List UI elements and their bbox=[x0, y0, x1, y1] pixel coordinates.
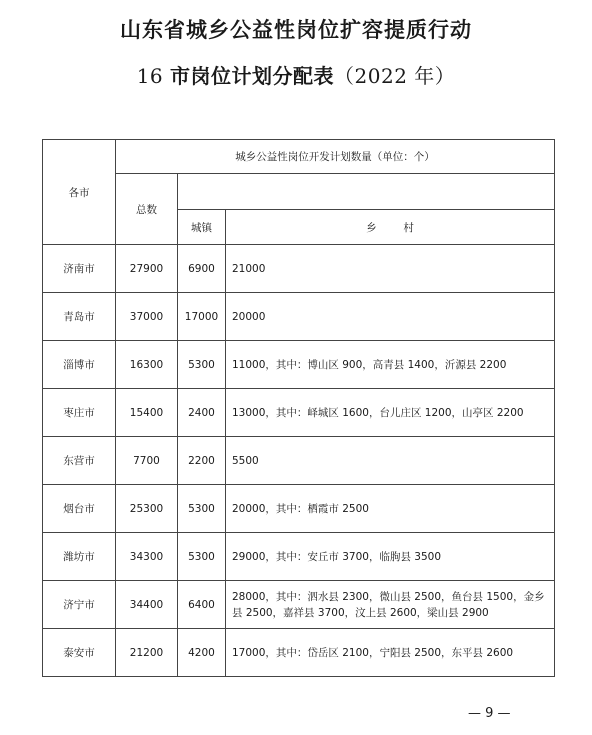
city-cell: 青岛市 bbox=[43, 293, 116, 341]
town-cell: 2200 bbox=[178, 437, 226, 485]
rural-cell: 21000 bbox=[226, 245, 555, 293]
table-row bbox=[43, 581, 555, 629]
subtitle-text: 市岗位计划分配表 bbox=[170, 64, 335, 88]
header-empty-cell bbox=[178, 174, 555, 210]
total-cell: 34400 bbox=[116, 581, 178, 629]
page-number: — 9 — bbox=[468, 706, 511, 721]
city-cell: 济宁市 bbox=[43, 581, 116, 629]
total-cell: 25300 bbox=[116, 485, 178, 533]
total-cell: 34300 bbox=[116, 533, 178, 581]
town-cell: 6900 bbox=[178, 245, 226, 293]
table-row bbox=[43, 533, 555, 581]
city-cell: 潍坊市 bbox=[43, 533, 116, 581]
city-cell: 烟台市 bbox=[43, 485, 116, 533]
table-row bbox=[43, 389, 555, 437]
table-row bbox=[43, 341, 555, 389]
total-cell: 37000 bbox=[116, 293, 178, 341]
total-cell: 15400 bbox=[116, 389, 178, 437]
city-cell: 泰安市 bbox=[43, 629, 116, 677]
rural-cell: 13000，其中：峄城区 1600，台儿庄区 1200，山亭区 2200 bbox=[226, 389, 555, 437]
rural-cell: 20000，其中：栖霞市 2500 bbox=[226, 485, 555, 533]
city-cell: 济南市 bbox=[43, 245, 116, 293]
page-subtitle bbox=[0, 60, 592, 89]
town-cell: 6400 bbox=[178, 581, 226, 629]
page-title: 山东省城乡公益性岗位扩容提质行动 bbox=[120, 17, 472, 42]
table-header-row bbox=[43, 140, 555, 174]
header-town: 城镇 bbox=[178, 210, 226, 245]
total-cell: 16300 bbox=[116, 341, 178, 389]
total-cell: 21200 bbox=[116, 629, 178, 677]
city-cell: 淄博市 bbox=[43, 341, 116, 389]
total-cell: 27900 bbox=[116, 245, 178, 293]
rural-cell: 17000，其中：岱岳区 2100，宁阳县 2500，东平县 2600 bbox=[226, 629, 555, 677]
town-cell: 2400 bbox=[178, 389, 226, 437]
allocation-table bbox=[42, 139, 555, 677]
rural-cell: 5500 bbox=[226, 437, 555, 485]
table-row bbox=[43, 437, 555, 485]
header-rural: 乡 村 bbox=[226, 210, 555, 245]
subtitle-number: 16 bbox=[136, 64, 164, 88]
subtitle-year: （2022 年） bbox=[334, 64, 456, 88]
table-row bbox=[43, 245, 555, 293]
header-total: 总数 bbox=[116, 174, 178, 245]
rural-cell: 20000 bbox=[226, 293, 555, 341]
rural-cell: 11000，其中：博山区 900，高青县 1400，沂源县 2200 bbox=[226, 341, 555, 389]
header-group: 城乡公益性岗位开发计划数量（单位：个） bbox=[116, 140, 555, 174]
town-cell: 5300 bbox=[178, 341, 226, 389]
rural-cell: 29000，其中：安丘市 3700，临朐县 3500 bbox=[226, 533, 555, 581]
header-city: 各市 bbox=[43, 140, 116, 245]
town-cell: 5300 bbox=[178, 485, 226, 533]
table-header-row bbox=[43, 174, 555, 210]
table-row bbox=[43, 485, 555, 533]
city-cell: 枣庄市 bbox=[43, 389, 116, 437]
town-cell: 17000 bbox=[178, 293, 226, 341]
table-row bbox=[43, 629, 555, 677]
town-cell: 5300 bbox=[178, 533, 226, 581]
total-cell: 7700 bbox=[116, 437, 178, 485]
rural-cell: 28000，其中：泗水县 2300，微山县 2500，鱼台县 1500，金乡县 2500，嘉祥县 3700，汶上县 2600，梁山县 2900 bbox=[226, 581, 555, 629]
table-row bbox=[43, 293, 555, 341]
city-cell: 东营市 bbox=[43, 437, 116, 485]
town-cell: 4200 bbox=[178, 629, 226, 677]
